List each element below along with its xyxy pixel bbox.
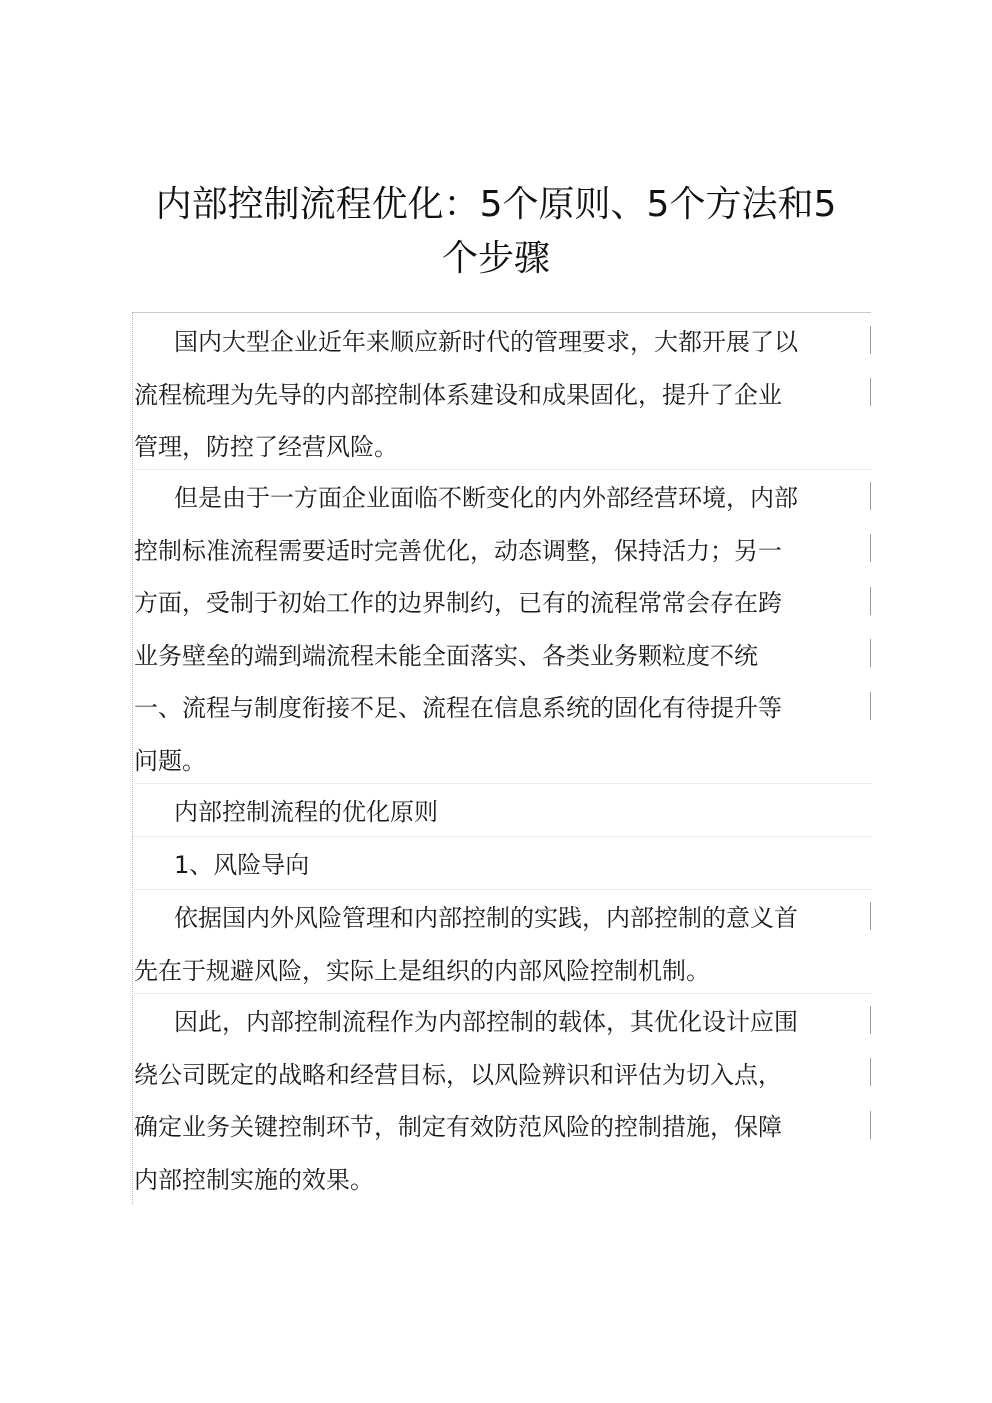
margin-tick (870, 378, 871, 406)
document-title (140, 178, 852, 286)
paragraph-line: 国内大型企业近年来顺应新时代的管理要求，大都开展了以 (174, 328, 798, 356)
margin-tick (870, 587, 871, 615)
paragraph-separator (132, 889, 871, 890)
title-line-2: 个步骤 (441, 238, 550, 279)
margin-tick (870, 326, 871, 354)
paragraph-therefore (134, 996, 870, 1206)
paragraph-line: 确定业务关键控制环节，制定有效防范风险的控制措施，保障 (134, 1113, 782, 1141)
section-heading-text: 内部控制流程的优化原则 (174, 798, 438, 826)
subheading-text: 1、风险导向 (174, 851, 310, 879)
paragraph-separator (132, 993, 871, 994)
paragraph-line: 先在于规避风险，实际上是组织的内部风险控制机制。 (134, 956, 710, 985)
paragraph-line: 但是由于一方面企业面临不断变化的内外部经营环境，内部 (174, 484, 798, 512)
paragraph-separator (132, 836, 871, 837)
paragraph-line: 管理，防控了经营风险。 (134, 433, 398, 461)
margin-tick (870, 482, 871, 510)
paragraph-line: 流程梳理为先导的内部控制体系建设和成果固化，提升了企业 (134, 380, 782, 409)
section-heading-principles (134, 786, 870, 839)
paragraph-line: 控制标准流程需要适时完善优化，动态调整，保持活力；另一 (134, 536, 782, 565)
margin-tick (870, 639, 871, 667)
paragraph-line: 内部控制实施的效果。 (134, 1165, 374, 1194)
margin-tick (870, 1006, 871, 1034)
margin-tick (870, 692, 871, 720)
paragraph-line: 业务壁垒的端到端流程未能全面落实、各类业务颗粒度不统 (134, 641, 758, 670)
paragraph-intro (134, 316, 870, 474)
top-divider (132, 312, 871, 313)
paragraph-separator (132, 783, 871, 784)
margin-tick (870, 902, 871, 930)
margin-tick (870, 1111, 871, 1139)
paragraph-line: 方面，受制于初始工作的边界制约，已有的流程常常会存在跨 (134, 589, 782, 617)
paragraph-separator (132, 469, 871, 470)
paragraph-line: 因此，内部控制流程作为内部控制的载体，其优化设计应围 (174, 1008, 798, 1036)
margin-tick (870, 1058, 871, 1086)
subheading-risk-oriented (134, 839, 870, 892)
document-body (132, 312, 871, 1204)
paragraph-risk-basis (134, 892, 870, 997)
paragraph-line: 依据国内外风险管理和内部控制的实践，内部控制的意义首 (174, 904, 798, 932)
margin-tick (870, 534, 871, 562)
paragraph-line: 问题。 (134, 746, 206, 775)
title-line-1: 内部控制流程优化：5个原则、5个方法和5 (155, 184, 837, 225)
left-margin-rule (132, 312, 133, 1204)
paragraph-line: 绕公司既定的战略和经营目标，以风险辨识和评估为切入点， (134, 1060, 782, 1089)
paragraph-line: 一、流程与制度衔接不足、流程在信息系统的固化有待提升等 (134, 694, 782, 722)
paragraph-background (134, 472, 870, 787)
